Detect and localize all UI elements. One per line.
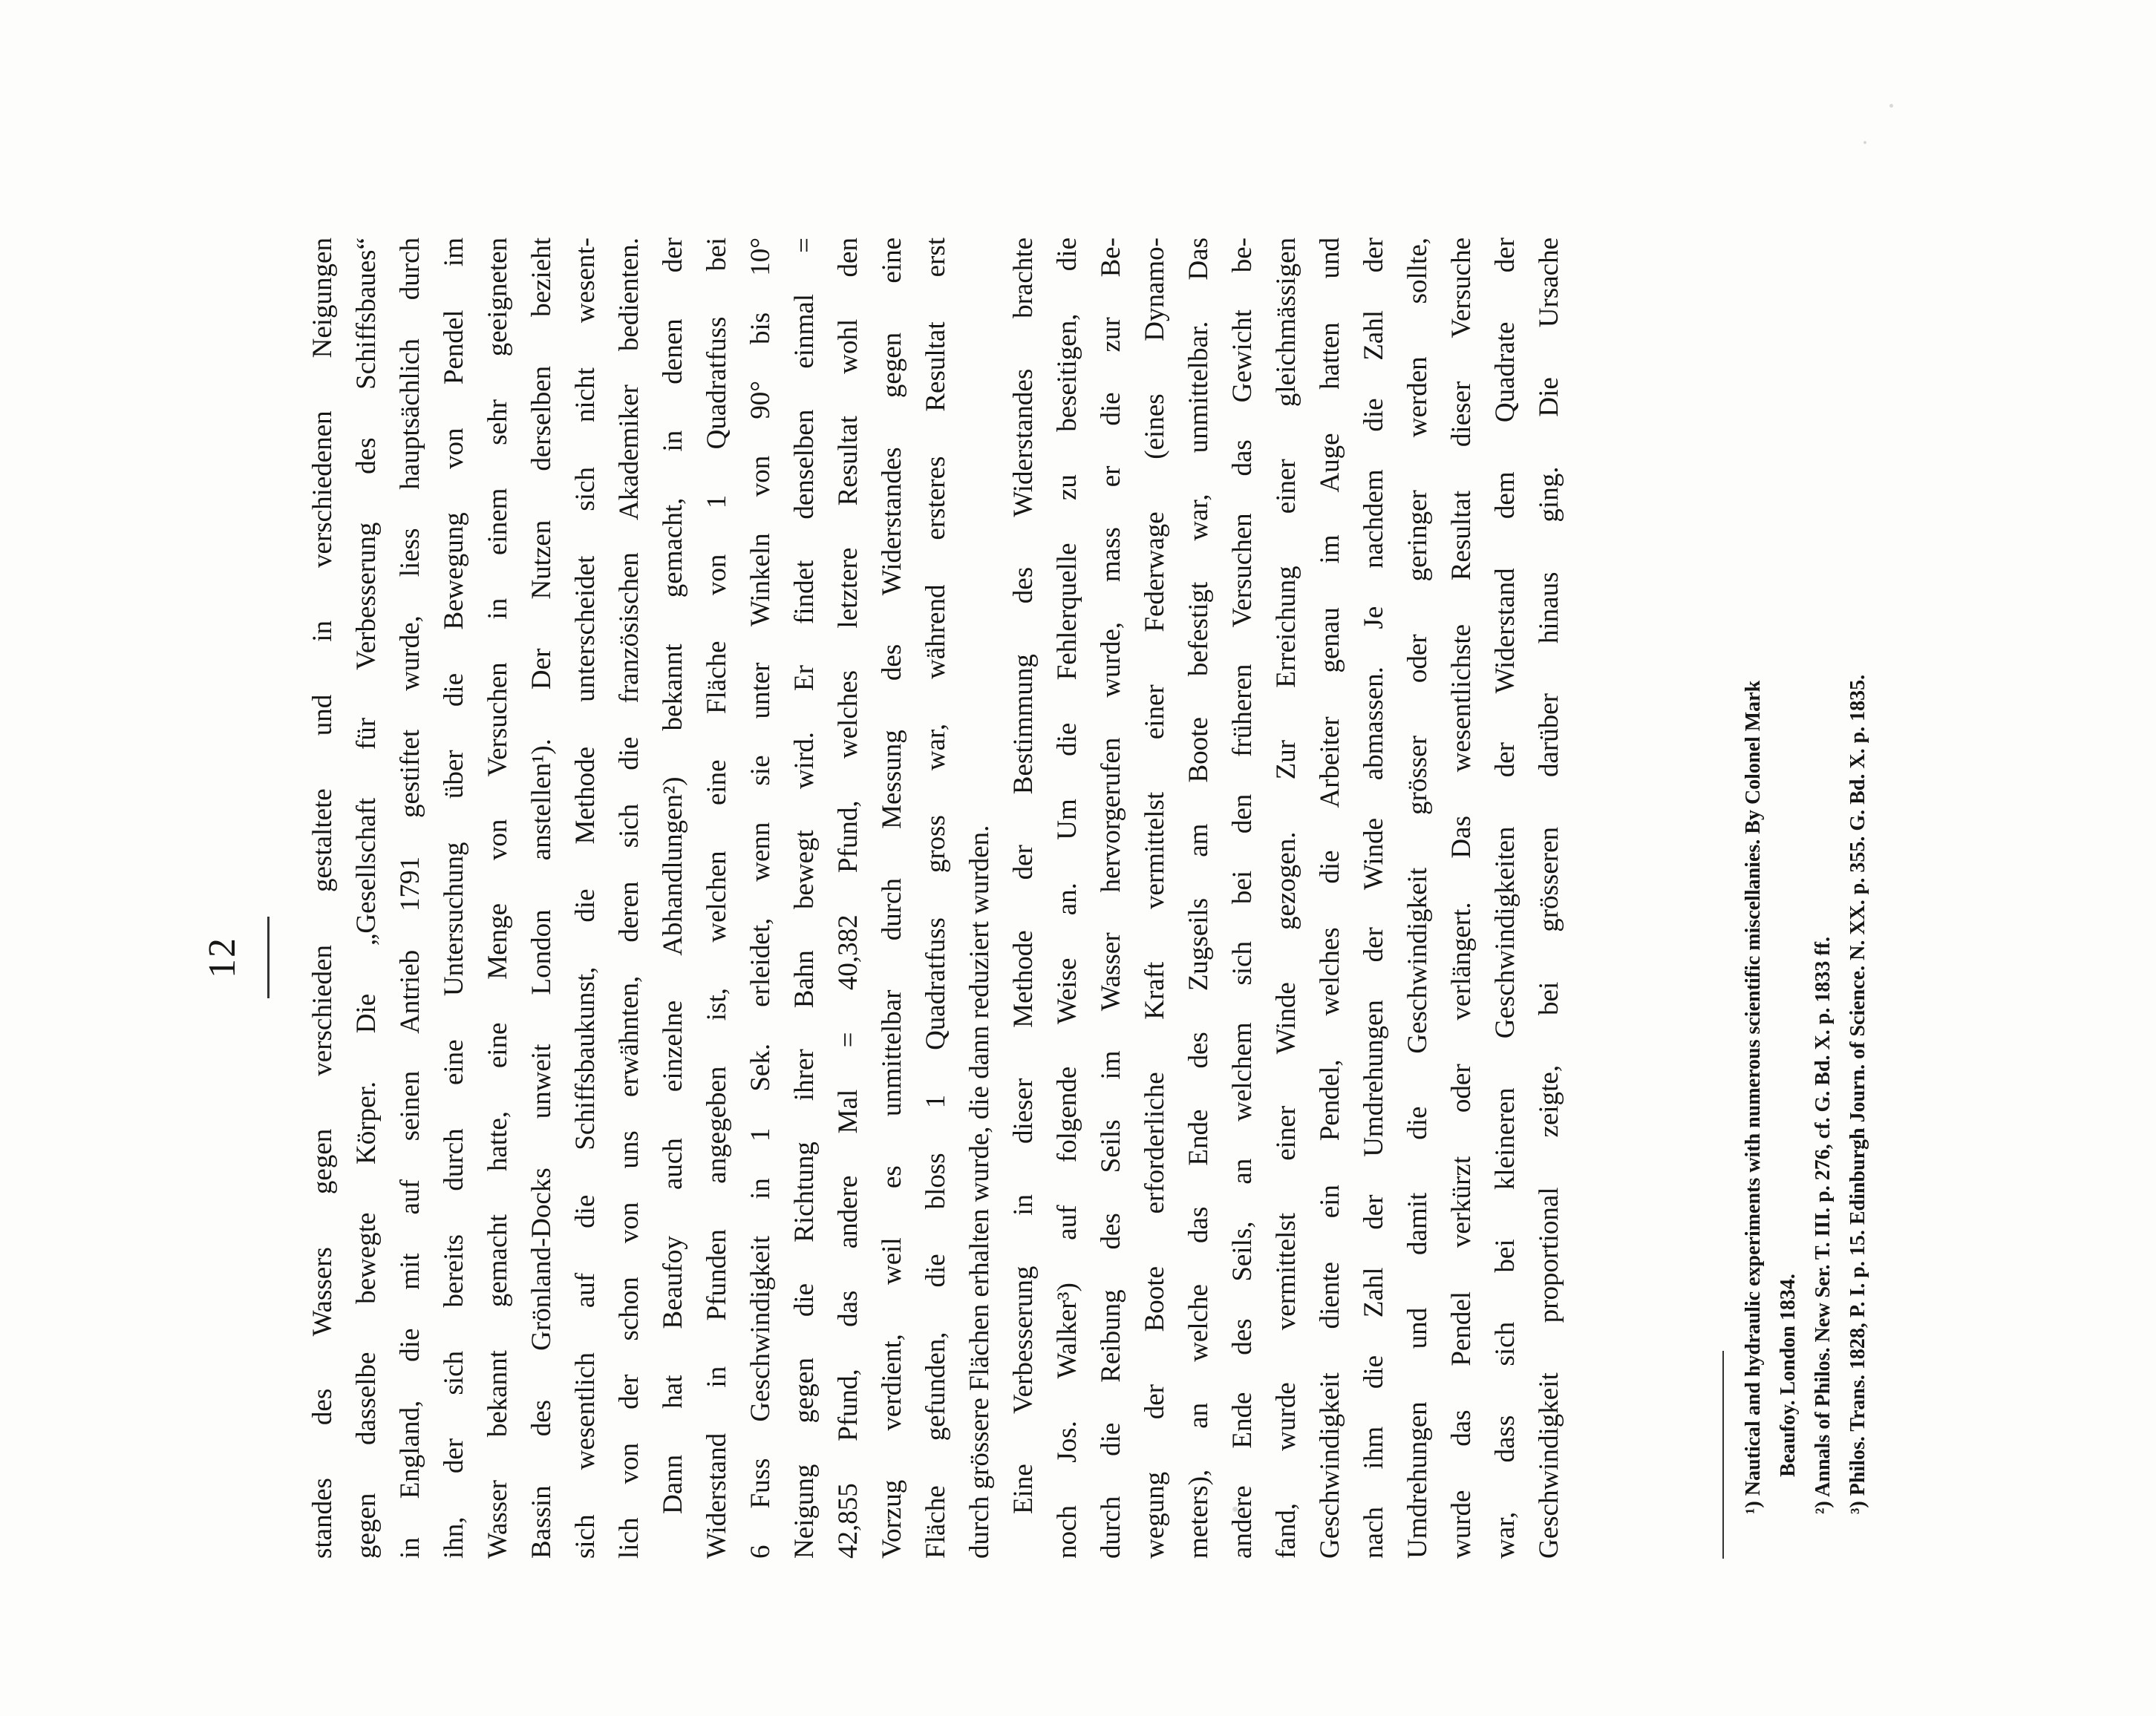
text-line: meters), an welche das Ende des Zugseils am Boote befestigt war, unmittelbar. Das (1183, 238, 1214, 1559)
text-line: ihn, der sich bereits durch eine Untersuchung über die Bewegung von Pendel im (439, 238, 469, 1559)
footnotes (1736, 238, 1875, 1559)
text-line: gegen dasselbe bewegte Körper. Die „Gesellschaft für Verbesserung des Schiffsbaues“ (351, 238, 382, 1559)
footnote-3: ³) Philos. Trans. 1828, P. I. p. 15. Edinburgh Journ. of Science. N. XX. p. 355. G. Bd. X. p. 1835. (1846, 674, 1869, 1514)
text-line: wurde das Pendel verkürzt oder verlängert. Das wesentlichste Resultat dieser Versuche (1446, 238, 1477, 1559)
scan-speck (1889, 104, 1893, 108)
text-line: durch die Reibung des Seils im Wasser hervorgerufen wurde, mass er die zur Be- (1096, 238, 1126, 1559)
text-line: Wasser bekannt gemacht hatte, eine Menge von Versuchen in einem sehr geeigneten (483, 238, 513, 1559)
text-line: Dann hat Beaufoy auch einzelne Abhandlungen²) bekannt gemacht, in denen der (658, 238, 688, 1514)
text-line: Geschwindigkeit proportional zeigte, bei grösseren darüber hinaus ging. Die Ursache (1534, 238, 1564, 1559)
text-line: in England, die mit auf seinen Antrieb 1791 gestiftet wurde, liess hauptsächlich durch (395, 238, 425, 1559)
text-line: Vorzug verdient, weil es unmittelbar durch Messung des Widerstandes gegen eine (877, 238, 907, 1559)
text-line: Bassin des Grönland-Docks unweit London anstellen¹). Der Nutzen derselben bezieht (526, 238, 557, 1559)
text-line: noch Jos. Walker³) auf folgende Weise an. Um die Fehlerquelle zu beseitigen, die (1052, 238, 1082, 1559)
text-line: 42,855 Pfund, das andere Mal = 40,382 Pfund, welches letztere Resultat wohl den (833, 238, 863, 1559)
footnote-1-continued: Beaufoy. London 1834. (1777, 1274, 1800, 1477)
text-line: Geschwindigkeit diente ein Pendel, welches die Arbeiter genau im Auge hatten und (1315, 238, 1345, 1559)
text-line: durch grössere Flächen erhalten wurde, die dann reduziert wurden. (964, 825, 995, 1559)
text-line: Neigung gegen die Richtung ihrer Bahn bewegt wird. Er findet denselben einmal = (789, 238, 820, 1559)
text-line: 6 Fuss Geschwindigkeit in 1 Sek. erleidet, wenn sie unter Winkeln von 90° bis 10° (745, 238, 776, 1559)
text-line: andere Ende des Seils, an welchem sich bei den früheren Versuchen das Gewicht be- (1227, 238, 1258, 1559)
body-text (301, 238, 1571, 1559)
text-line: wegung der Boote erforderliche Kraft vermittelst einer Federwage (eines Dynamo- (1140, 238, 1170, 1559)
text-line: Fläche gefunden, die bloss 1 Quadratfuss gross war, während ersteres Resultat erst (921, 238, 951, 1559)
footnote-1: ¹) Nautical and hydraulic experiments with numerous scientific miscellanies. By Colonel Mark (1742, 680, 1765, 1514)
text-line: war, dass sich bei kleineren Geschwindigkeiten der Widerstand dem Quadrate der (1490, 238, 1520, 1559)
footnote-2: ²) Annals of Philos. New Ser. T. III. p. 276, cf. G. Bd. X. p. 1833 ff. (1812, 937, 1835, 1514)
text-line: lich von der schon von uns erwähnten, deren sich die französischen Akademiker bedienten. (614, 238, 644, 1559)
text-line: sich wesentlich auf die Schiffsbaukunst, die Methode unterscheidet sich nicht wesent- (570, 238, 601, 1559)
text-line: Umdrehungen und damit die Geschwindigkeit grösser oder geringer werden sollte, (1402, 238, 1433, 1559)
text-line: standes des Wassers gegen verschieden gestaltete und in verschiedenen Neigungen (307, 238, 338, 1559)
page-number: 12 (201, 937, 244, 978)
page-number-rule (267, 917, 270, 998)
rotated-page-content (89, 238, 1871, 1618)
scan-speck (1863, 141, 1866, 144)
text-line: Eine Verbesserung in dieser Methode der Bestimmung des Widerstandes brachte (1008, 238, 1039, 1514)
text-line: fand, wurde vermittelst einer Winde gezogen. Zur Erreichung einer gleichmässigen (1271, 238, 1301, 1559)
footnote-rule (1722, 1351, 1724, 1559)
text-line: Widerstand in Pfunden angegeben ist, welchen eine Fläche von 1 Quadratfuss bei (702, 238, 732, 1559)
text-line: nach ihm die Zahl der Umdrehungen der Winde abmassen. Je nachdem die Zahl der (1359, 238, 1389, 1559)
